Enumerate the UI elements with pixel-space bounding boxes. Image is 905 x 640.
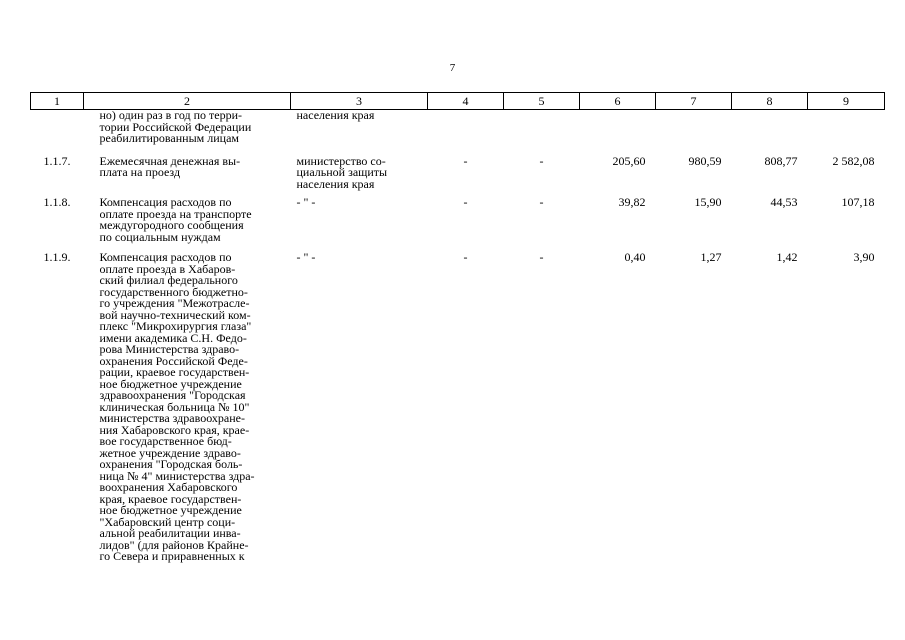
row-col5: - xyxy=(539,153,544,168)
row-col8: 44,53 xyxy=(770,195,798,209)
table-row xyxy=(31,156,885,192)
column-header-8: 8 xyxy=(732,93,808,110)
row-col9: 3,90 xyxy=(853,250,875,264)
row-description: но) один раз в год по терри- тории Российской Федерации реабилитированным лицам xyxy=(99,108,252,145)
row-col6: 0,40 xyxy=(624,250,646,264)
table-row xyxy=(31,110,885,146)
row-col4: - xyxy=(463,250,468,264)
row-col7: 15,90 xyxy=(694,195,722,209)
row-executor: - " - xyxy=(296,250,316,264)
row-executor: министерство со- циальной защиты населения края xyxy=(296,153,388,191)
row-number: 1.1.7. xyxy=(43,153,71,168)
row-executor: - " - xyxy=(296,195,316,209)
table-row xyxy=(31,197,885,244)
row-col9: 107,18 xyxy=(841,195,875,209)
row-col4: - xyxy=(463,195,468,209)
row-description: Компенсация расходов по оплате проезда на транспорте междугородного сообщения по социальным нуждам xyxy=(99,195,252,244)
row-col8: 808,77 xyxy=(764,153,798,168)
row-col6: 205,60 xyxy=(612,153,646,168)
row-col7: 980,59 xyxy=(688,153,722,168)
row-executor: населения края xyxy=(296,108,375,122)
row-description: Ежемесячная денежная вы- плата на проезд xyxy=(99,153,241,179)
row-col8: 1,42 xyxy=(776,250,798,264)
column-header-4: 4 xyxy=(428,93,504,110)
row-col4: - xyxy=(463,153,468,168)
row-col7: 1,27 xyxy=(700,250,722,264)
row-col5: - xyxy=(539,250,544,264)
row-col5 xyxy=(504,110,580,146)
row-col5: - xyxy=(539,195,544,209)
column-header-6: 6 xyxy=(580,93,656,110)
page-number: 7 xyxy=(449,62,456,74)
column-header-1: 1 xyxy=(31,93,84,110)
row-number: 1.1.9. xyxy=(43,250,71,264)
row-col9 xyxy=(808,110,885,146)
table-header-row xyxy=(31,93,885,110)
row-col8 xyxy=(732,110,808,146)
row-col4 xyxy=(428,110,504,146)
row-col6: 39,82 xyxy=(618,195,646,209)
row-description: Компенсация расходов по оплате проезда в Хабаров- ский филиал федерального государственного бюджетно- го учреждения "Межотрасле- вой научно-технический ком- плекс "Микрохирургия глаза" имени академика С.Н. Федо- рова Министерства здраво- охранения Российской Феде- рации, краевое государствен- ное бюджетное учреждение здравоохранения "Городская клиническая больница № 10" министерства здравоохране- ния Хабаровского края, крае- вое государственное бюд- жетное учреждение здраво- охранения "Городская боль- ница № 4" министерства здра- воохранения Хабаровского края, краевое государствен- ное бюджетное учреждение "Хабаровский центр соци- альной реабилитации инва- лидов" (для районов Крайне- го Севера и приравненных к xyxy=(99,250,255,563)
row-number xyxy=(31,110,84,146)
row-col7 xyxy=(656,110,732,146)
column-header-3: 3 xyxy=(291,93,428,110)
row-number: 1.1.8. xyxy=(43,195,71,209)
row-col9: 2 582,08 xyxy=(832,153,875,168)
table-row xyxy=(31,252,885,564)
budget-table xyxy=(30,92,885,564)
column-header-2: 2 xyxy=(84,93,291,110)
column-header-7: 7 xyxy=(656,93,732,110)
column-header-9: 9 xyxy=(808,93,885,110)
row-col6 xyxy=(580,110,656,146)
column-header-5: 5 xyxy=(504,93,580,110)
